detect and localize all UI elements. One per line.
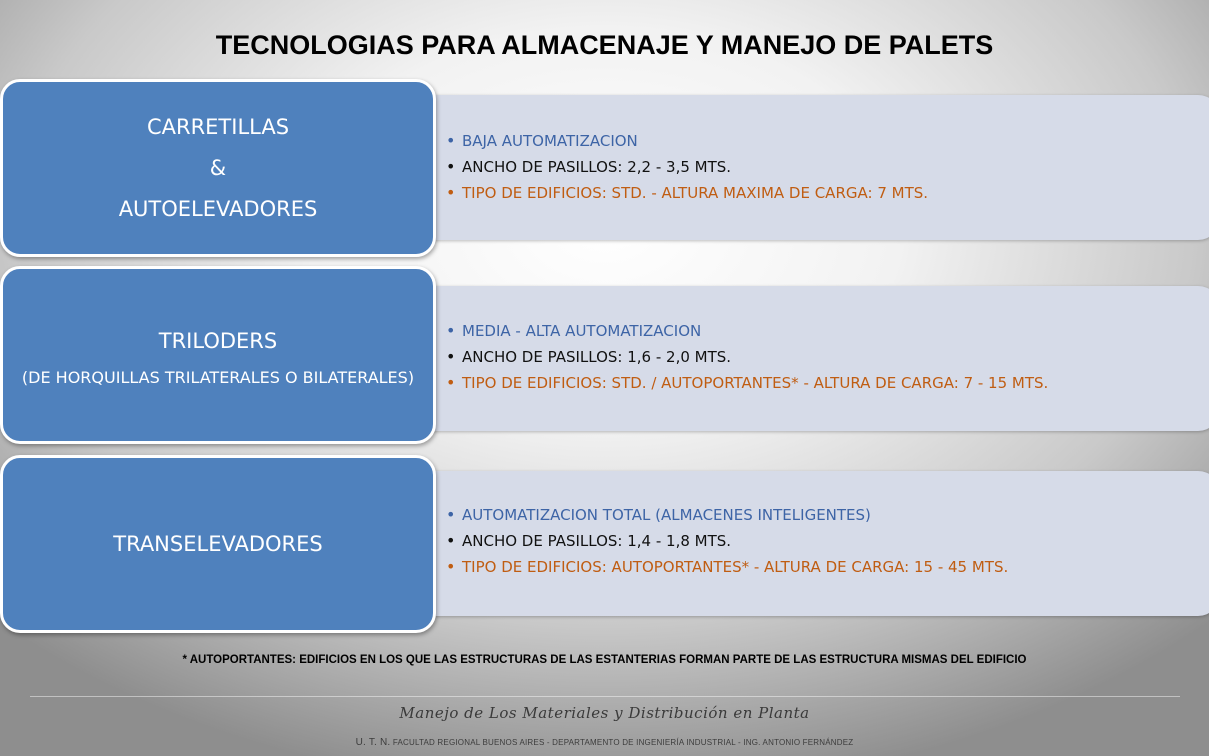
bullet-aisle-width: • ANCHO DE PASILLOS: 1,4 - 1,8 MTS. bbox=[462, 528, 1209, 554]
bullet-building-type: • TIPO DE EDIFICIOS: STD. / AUTOPORTANTES* - ALTURA DE CARGA: 7 - 15 MTS. bbox=[462, 370, 1209, 396]
bullet-automation: • MEDIA - ALTA AUTOMATIZACION bbox=[462, 318, 1209, 344]
bullet-building-type: • TIPO DE EDIFICIOS: STD. - ALTURA MAXIMA DE CARGA: 7 MTS. bbox=[462, 180, 1209, 206]
course-title: Manejo de Los Materiales y Distribución en Planta bbox=[399, 704, 810, 722]
page-title: TECNOLOGIAS PARA ALMACENAJE Y MANEJO DE PALETS bbox=[215, 30, 994, 60]
bullet-automation: • AUTOMATIZACION TOTAL (ALMACENES INTELIGENTES) bbox=[462, 502, 1209, 528]
institution-line bbox=[0, 737, 1209, 748]
category-line: TRANSELEVADORES bbox=[113, 531, 323, 556]
institution-short: U. T. N. bbox=[355, 737, 391, 748]
category-line: TRILODERS bbox=[158, 328, 278, 353]
bullet-aisle-width: • ANCHO DE PASILLOS: 2,2 - 3,5 MTS. bbox=[462, 154, 1209, 180]
bullet-aisle-width: • ANCHO DE PASILLOS: 1,6 - 2,0 MTS. bbox=[462, 344, 1209, 370]
bullet-building-type: • TIPO DE EDIFICIOS: AUTOPORTANTES* - ALTURA DE CARGA: 15 - 45 MTS. bbox=[462, 554, 1209, 580]
category-box bbox=[0, 266, 436, 444]
category-subtitle: (DE HORQUILLAS TRILATERALES O BILATERALES) bbox=[21, 367, 415, 387]
category-line: CARRETILLAS bbox=[146, 114, 290, 139]
category-line: & bbox=[209, 155, 227, 180]
institution-details: FACULTAD REGIONAL BUENOS AIRES - DEPARTAMENTO DE INGENIERÍA INDUSTRIAL - ING. ANTONIO FERNÁNDEZ bbox=[390, 738, 854, 747]
category-box bbox=[0, 79, 436, 257]
category-box bbox=[0, 455, 436, 633]
divider bbox=[30, 696, 1180, 697]
detail-box bbox=[380, 471, 1209, 616]
footnote: * AUTOPORTANTES: EDIFICIOS EN LOS QUE LAS ESTRUCTURAS DE LAS ESTANTERIAS FORMAN PARTE DE LAS ESTRUCTURA MISMAS DEL EDIFICIO bbox=[182, 654, 1027, 666]
detail-box bbox=[380, 95, 1209, 240]
category-line: AUTOELEVADORES bbox=[118, 196, 318, 221]
detail-box bbox=[380, 286, 1209, 431]
bullet-automation: • BAJA AUTOMATIZACION bbox=[462, 128, 1209, 154]
